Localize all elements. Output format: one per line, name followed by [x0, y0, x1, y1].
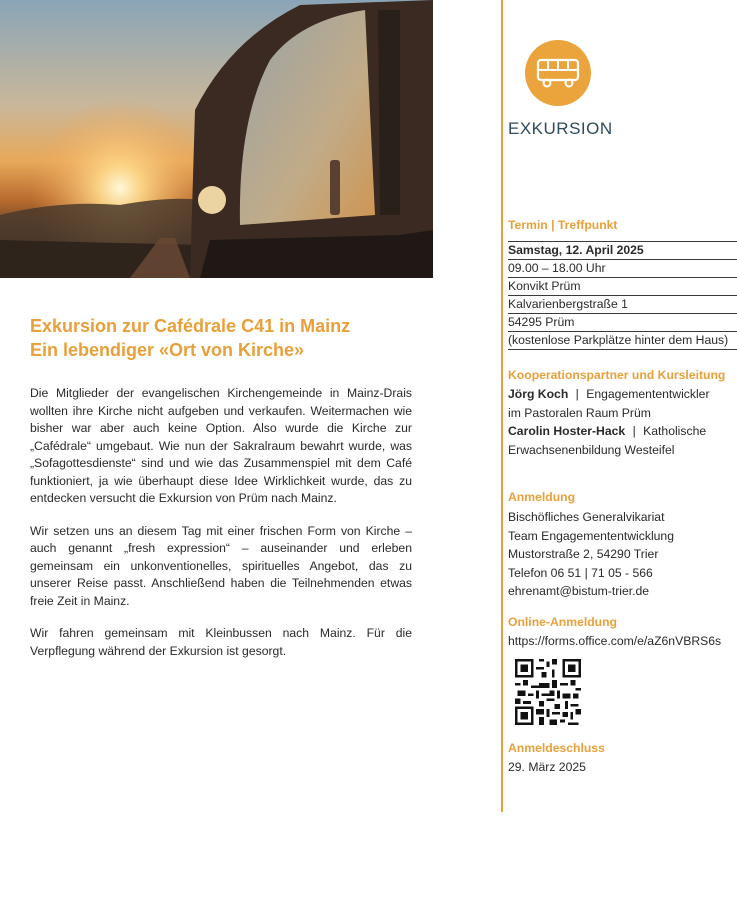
org-line: Bischöfliches Generalvikariat	[508, 510, 665, 524]
kooperation-section	[508, 368, 737, 459]
sunset-illustration	[0, 0, 433, 278]
anmeldung-section	[508, 490, 737, 601]
termin-section	[508, 218, 737, 350]
parking-line: (kostenlose Parkplätze hinter dem Haus)	[508, 331, 737, 350]
hero-image	[0, 0, 433, 278]
deadline-date: 29. März 2025	[508, 760, 586, 774]
separator: |	[575, 387, 579, 401]
category-label: EXKURSION	[508, 119, 613, 138]
phone-line[interactable]: Telefon 06 51 | 71 05 - 566	[508, 565, 653, 580]
person-name: Carolin Hoster-Hack	[508, 424, 626, 438]
person-role: Engagemententwickler	[586, 387, 710, 401]
page-subtitle: Ein lebendiger «Ort von Kirche»	[30, 340, 305, 360]
page-title: Exkursion zur Cafédrale C41 in Mainz	[30, 316, 351, 336]
person-role: Erwachsenenbildung Westeifel	[508, 442, 675, 457]
email-link[interactable]: ehrenamt@bistum-trier.de	[508, 584, 650, 598]
person-role: Katholische	[643, 424, 707, 438]
team-line: Team Engagemententwicklung	[508, 528, 674, 543]
time-line: 09.00 – 18.00 Uhr	[508, 259, 737, 277]
anmeldung-label: Anmeldung	[508, 490, 576, 504]
deadline-section	[508, 741, 737, 777]
online-label: Online-Anmeldung	[508, 615, 618, 629]
person-role: im Pastoralen Raum Prüm	[508, 405, 651, 420]
bus-icon	[525, 40, 591, 106]
column-divider	[501, 0, 503, 812]
description	[30, 385, 412, 675]
paragraph: Die Mitglieder der evangelischen Kirchengemeinde in Mainz-Drais wollten ihre Kirche nicht aufgeben und verkaufen. Weitermachen wie bisher war aber auch keine Option. Also wurde die Kirche zur „Cafédrale“ umgebaut. Wie nun der Sakralraum bewahrt wurde, was „Sofagottesdienste“ sind und wie das Zusammenspiel mit dem Café funktioniert, ja wie überhaupt diese Idee Wirklichkeit wurde, das zu entdecken versucht die Exkursion von Prüm nach Mainz.	[30, 386, 412, 505]
city-line: 54295 Prüm	[508, 313, 737, 331]
registration-link[interactable]: https://forms.office.com/e/aZ6nVBRS6s	[508, 634, 722, 648]
online-section	[508, 615, 737, 651]
paragraph: Wir setzen uns an diesem Tag mit einer frischen Form von Kirche – auch genannt „fresh expression“ – auseinander und erleben gemeinsam ein unkonventionelles, spirituelles Angebot, das zu unserer Reise passt. Anschließend haben die Teilnehmenden etwas freie Zeit in Mainz.	[30, 523, 412, 608]
termin-label: Termin | Treffpunkt	[508, 218, 618, 232]
person-name: Jörg Koch	[508, 387, 569, 401]
qr-code[interactable]	[515, 659, 581, 725]
paragraph: Wir fahren gemeinsam mit Kleinbussen nach Mainz. Für die Verpflegung während der Exkursion ist gesorgt.	[30, 626, 412, 658]
separator: |	[632, 424, 636, 438]
street-line: Kalvarienbergstraße 1	[508, 295, 737, 313]
date-line: Samstag, 12. April 2025	[508, 241, 737, 259]
deadline-label: Anmeldeschluss	[508, 741, 605, 755]
venue-line: Konvikt Prüm	[508, 277, 737, 295]
kooperation-label: Kooperationspartner und Kursleitung	[508, 368, 726, 382]
address-line: Mustorstraße 2, 54290 Trier	[508, 547, 659, 561]
